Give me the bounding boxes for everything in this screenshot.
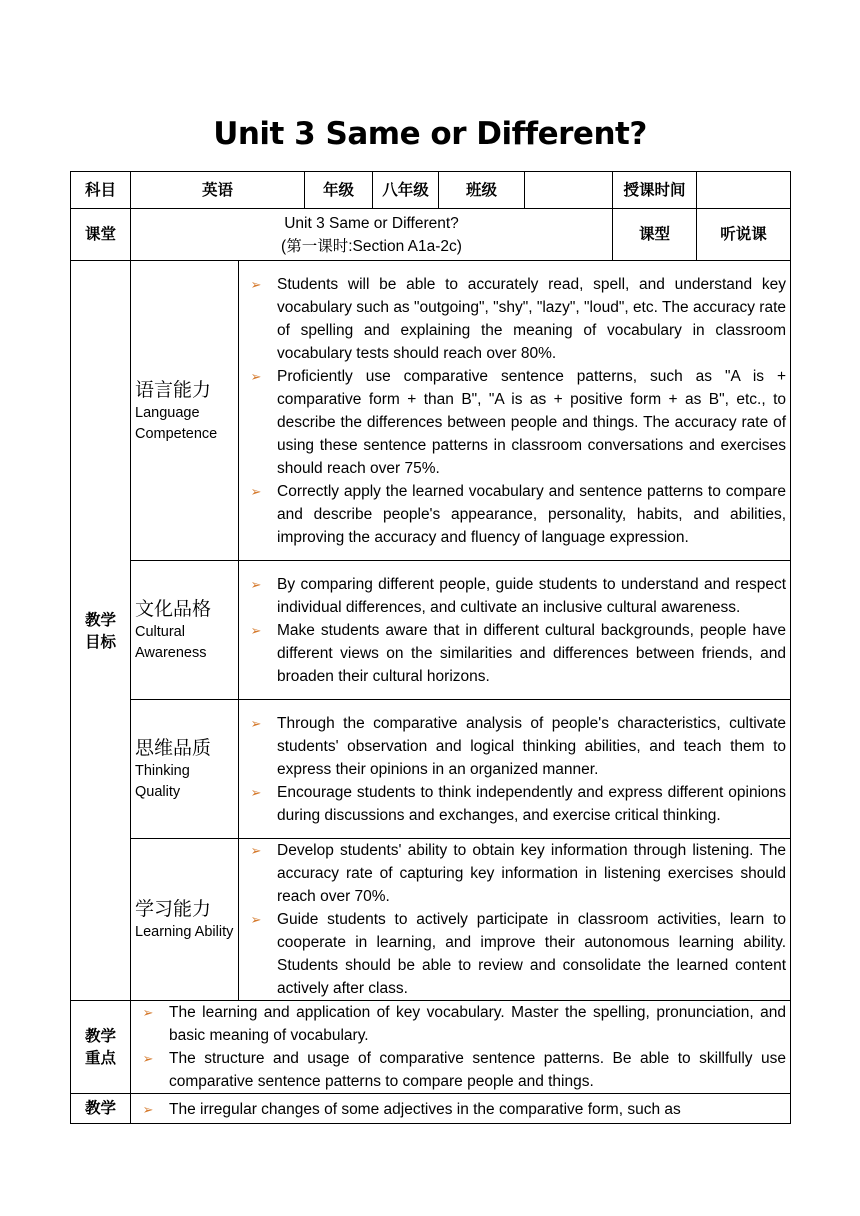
objective-category bbox=[131, 839, 239, 1001]
list-item: ➢ By comparing different people, guide students to understand and respect individual differences, and cultivate an inclusive cultural awareness. bbox=[239, 573, 786, 619]
lesson-type-label: 课型 bbox=[613, 209, 697, 261]
arrow-bullet-icon: ➢ bbox=[250, 368, 262, 384]
objective-points bbox=[239, 700, 791, 839]
arrow-bullet-icon: ➢ bbox=[250, 843, 262, 858]
time-value bbox=[697, 172, 791, 209]
list-item: ➢ The irregular changes of some adjectives in the comparative form, such as bbox=[131, 1098, 786, 1121]
class-label: 班级 bbox=[439, 172, 525, 209]
arrow-bullet-icon: ➢ bbox=[250, 483, 262, 499]
category-en: Cultural Awareness bbox=[135, 624, 207, 661]
arrow-bullet-icon: ➢ bbox=[142, 1102, 154, 1117]
key-points-content bbox=[131, 1001, 791, 1094]
list-item: ➢ Through the comparative analysis of people's characteristics, cultivate students' observation and logical thinking abilities, and teach them to express their opinions in an organized manner. bbox=[239, 712, 786, 781]
key-points-label bbox=[71, 1001, 131, 1094]
category-cn: 思维品质 bbox=[135, 737, 212, 759]
grade-value: 八年级 bbox=[373, 172, 439, 209]
grade-label: 年级 bbox=[305, 172, 373, 209]
objective-category bbox=[131, 700, 239, 839]
arrow-bullet-icon: ➢ bbox=[250, 912, 262, 927]
category-cn: 学习能力 bbox=[135, 898, 212, 920]
key-points-label-text: 教学重点 bbox=[84, 1027, 116, 1067]
lesson-label: 课堂 bbox=[71, 209, 131, 261]
arrow-bullet-icon: ➢ bbox=[250, 576, 262, 592]
list-item: ➢ Correctly apply the learned vocabulary and sentence patterns to compare and describe people's appearance, personality, habits, and abilities, improving the accuracy and fluency of language expression. bbox=[239, 480, 786, 549]
objective-points bbox=[239, 561, 791, 700]
objective-category bbox=[131, 561, 239, 700]
lesson-type-value: 听说课 bbox=[697, 209, 791, 261]
list-item: ➢ Encourage students to think independently and express different opinions during discussions and exchanges, and exercise critical thinking. bbox=[239, 781, 786, 827]
objective-category bbox=[131, 261, 239, 561]
header-row bbox=[71, 172, 791, 209]
page-title: Unit 3 Same or Different? bbox=[213, 116, 647, 152]
objectives-label bbox=[71, 261, 131, 1001]
objective-row bbox=[71, 261, 791, 561]
difficulties-row bbox=[71, 1094, 791, 1124]
objectives-label-text: 教学目标 bbox=[84, 610, 116, 651]
lesson-plan-table bbox=[70, 171, 791, 1124]
arrow-bullet-icon: ➢ bbox=[250, 622, 262, 638]
difficulties-content bbox=[131, 1094, 791, 1124]
category-en: Thinking Quality bbox=[135, 763, 190, 800]
time-label: 授课时间 bbox=[613, 172, 697, 209]
list-item: ➢ The structure and usage of comparative sentence patterns. Be able to skillfully use comparative sentence patterns to compare people and things. bbox=[131, 1047, 786, 1093]
objective-points bbox=[239, 839, 791, 1001]
arrow-bullet-icon: ➢ bbox=[250, 276, 262, 292]
category-en: Learning Ability bbox=[135, 924, 234, 940]
objective-row bbox=[71, 700, 791, 839]
list-item: ➢ Proficiently use comparative sentence patterns, such as "A is + comparative form + than B", "A is as + positive form + as B", etc., to describe the differences between people and things. The accuracy rate of using these sentence patterns in classroom conversations and exercises should reach over 75%. bbox=[239, 365, 786, 480]
list-item: ➢ The learning and application of key vocabulary. Master the spelling, pronunciation, and basic meaning of vocabulary. bbox=[131, 1001, 786, 1047]
list-item: ➢ Make students aware that in different cultural backgrounds, people have different views on the similarities and differences between friends, and broaden their cultural horizons. bbox=[239, 619, 786, 688]
lesson-title: Unit 3 Same or Different? bbox=[284, 214, 459, 232]
list-item: ➢ Students will be able to accurately read, spell, and understand key vocabulary such as "outgoing", "shy", "lazy", "loud", etc. The accuracy rate of spelling and explaining the meaning of vocabulary in classroom vocabulary tests should reach over 80%. bbox=[239, 273, 786, 365]
key-points-row bbox=[71, 1001, 791, 1094]
arrow-bullet-icon: ➢ bbox=[250, 715, 262, 731]
objective-row bbox=[71, 561, 791, 700]
lesson-row bbox=[71, 209, 791, 261]
list-item: ➢ Develop students' ability to obtain key information through listening. The accuracy rate of capturing key information in listening exercises should reach over 70%. bbox=[239, 839, 786, 908]
arrow-bullet-icon: ➢ bbox=[142, 1005, 154, 1020]
arrow-bullet-icon: ➢ bbox=[142, 1051, 154, 1066]
objective-row bbox=[71, 839, 791, 1001]
list-item: ➢ Guide students to actively participate in classroom activities, learn to cooperate in learning, and improve their autonomous learning ability. Students should be able to review and consolidate the learned content actively after class. bbox=[239, 908, 786, 1000]
category-cn: 语言能力 bbox=[135, 378, 212, 401]
lesson-title-cell bbox=[131, 209, 613, 261]
class-value bbox=[525, 172, 613, 209]
category-en: Language Competence bbox=[135, 404, 218, 442]
arrow-bullet-icon: ➢ bbox=[250, 784, 262, 800]
subject-value: 英语 bbox=[131, 172, 305, 209]
difficulties-label: 教学 bbox=[71, 1094, 131, 1124]
objective-points bbox=[239, 261, 791, 561]
subject-label: 科目 bbox=[71, 172, 131, 209]
lesson-section: (第一课时:Section A1a-2c) bbox=[281, 237, 462, 255]
category-cn: 文化品格 bbox=[135, 598, 212, 620]
